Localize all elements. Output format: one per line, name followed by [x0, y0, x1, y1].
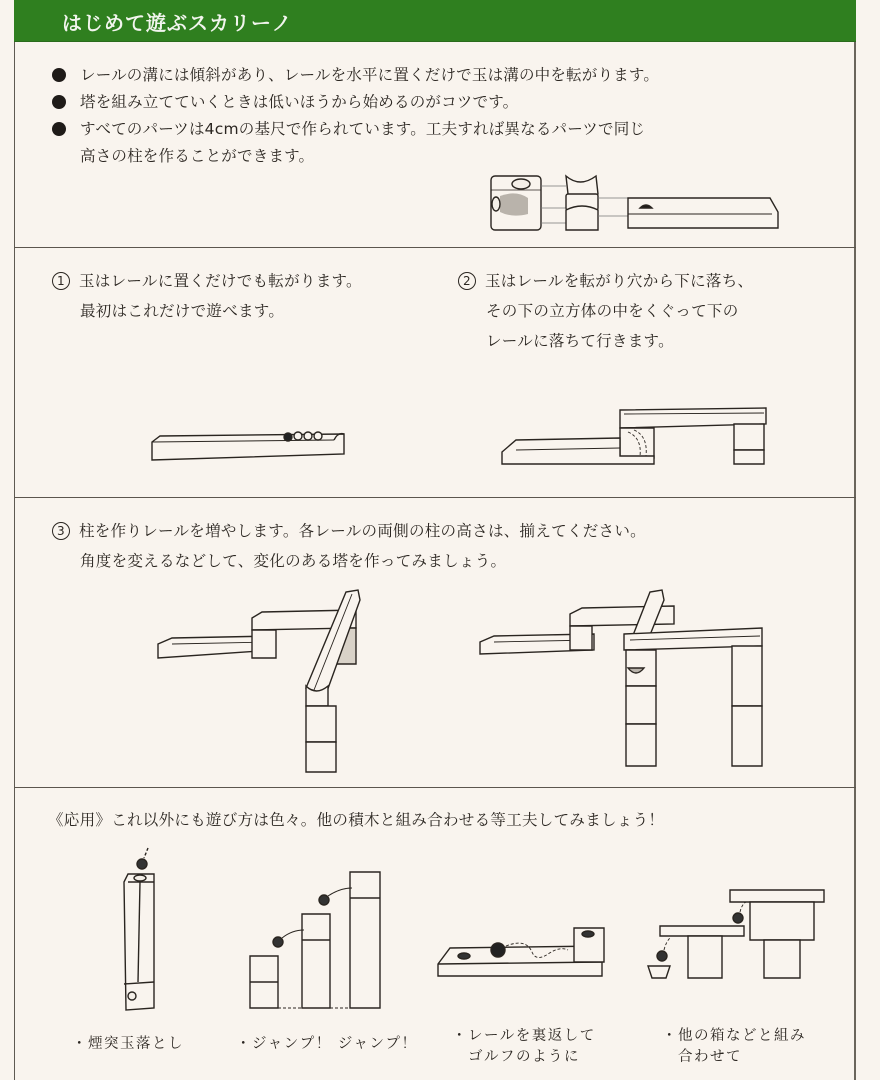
tower-build-a-icon: [156, 588, 366, 774]
caption-line: ・他の箱などと組み: [662, 1028, 806, 1044]
applied-heading: 《応用》これ以外にも遊び方は色々。他の積木と組み合わせる等工夫してみましょう！: [48, 811, 665, 829]
two-level-rail-icon: [500, 402, 770, 468]
step-line: 玉はレールに置くだけでも転がります。: [79, 272, 362, 290]
bullet-dot-icon: [52, 122, 66, 136]
intro-bullet: [52, 62, 822, 89]
example-caption-jump: [236, 1034, 418, 1055]
single-rail-with-balls-icon: [148, 428, 348, 464]
step-number-badge: 2: [458, 272, 476, 290]
step-number-badge: 1: [52, 272, 70, 290]
example-caption-chimney: [72, 1034, 184, 1055]
bullet-text: 高さの柱を作ることができます。: [80, 147, 315, 165]
caption-line: ・ジャンプ！ ジャンプ！: [236, 1036, 418, 1052]
chimney-drop-icon: [118, 846, 162, 1014]
example-caption-combine: [662, 1026, 806, 1068]
page-title: はじめて遊ぶスカリーノ: [62, 11, 293, 35]
intro-bullet-continuation: [52, 143, 822, 170]
step-1-text: [52, 266, 362, 326]
bullet-text: 塔を組み立てていくときは低いほうから始めるのがコツです。: [80, 93, 519, 111]
tower-build-b-icon: [478, 588, 768, 774]
step-line: レールに落ちて行きます。: [486, 332, 674, 350]
parts-cube-arch-rail-icon: [488, 168, 788, 238]
section-divider: [14, 787, 856, 788]
caption-line: ゴルフのように: [452, 1049, 580, 1065]
caption-line: ・レールを裏返して: [452, 1028, 596, 1044]
section-divider: [14, 247, 856, 248]
step-line: 最初はこれだけで遊べます。: [80, 302, 285, 320]
bullet-dot-icon: [52, 95, 66, 109]
bullet-text: すべてのパーツは4cmの基尺で作られています。工夫すれば異なるパーツで同じ: [80, 120, 646, 138]
step-line: 角度を変えるなどして、変化のある塔を作ってみましょう。: [80, 552, 507, 570]
step-3-text: [52, 516, 646, 576]
caption-line: 合わせて: [662, 1049, 742, 1065]
bullet-text: レールの溝には傾斜があり、レールを水平に置くだけで玉は溝の中を転がります。: [80, 66, 660, 84]
step-line: その下の立方体の中をくぐって下の: [486, 302, 739, 320]
intro-bullet: [52, 89, 822, 116]
combine-boxes-icon: [646, 888, 826, 984]
step-number-badge: 3: [52, 522, 70, 540]
step-2-text: [458, 266, 753, 356]
header-bar: [14, 0, 856, 42]
intro-bullet-list: [52, 62, 822, 170]
jump-pillars-icon: [246, 870, 386, 1012]
bullet-dot-icon: [52, 68, 66, 82]
golf-rail-icon: [436, 924, 608, 980]
section-divider: [14, 497, 856, 498]
step-line: 柱を作りレールを増やします。各レールの両側の柱の高さは、揃えてください。: [79, 522, 646, 540]
step-line: 玉はレールを転がり穴から下に落ち、: [485, 272, 754, 290]
intro-bullet: [52, 116, 822, 143]
example-caption-golf: [452, 1026, 596, 1068]
caption-line: ・煙突玉落とし: [72, 1036, 184, 1052]
